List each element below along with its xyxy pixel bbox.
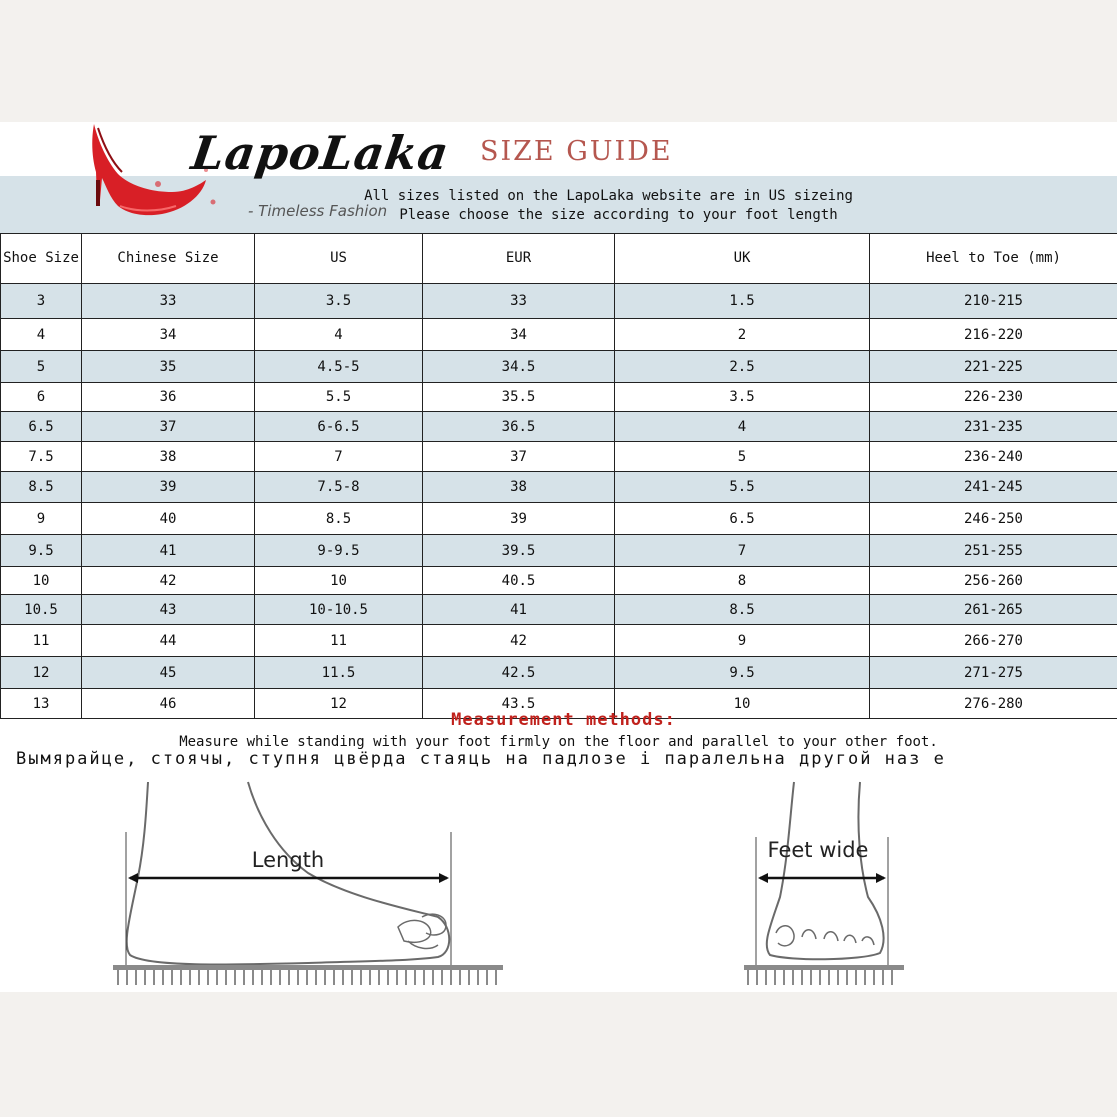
shoe-size-cell: 9.5	[1, 535, 82, 567]
heel-to-toe-cell: 256-260	[870, 567, 1117, 595]
us-size-cell: 6-6.5	[255, 412, 423, 442]
eur-size-cell: 39.5	[423, 535, 615, 567]
uk-size-cell: 3.5	[615, 383, 870, 412]
table-row	[1, 657, 1117, 689]
shoe-size-cell: 11	[1, 625, 82, 657]
chinese-size-cell: 43	[82, 595, 255, 625]
eur-size-cell: 35.5	[423, 383, 615, 412]
eur-size-cell: 37	[423, 442, 615, 472]
table-row	[1, 535, 1117, 567]
us-size-cell: 3.5	[255, 284, 423, 319]
table-row	[1, 442, 1117, 472]
us-size-cell: 10	[255, 567, 423, 595]
chinese-size-cell: 40	[82, 503, 255, 535]
us-size-cell: 9-9.5	[255, 535, 423, 567]
shoe-size-cell: 10.5	[1, 595, 82, 625]
uk-size-cell: 1.5	[615, 284, 870, 319]
eur-size-cell: 41	[423, 595, 615, 625]
uk-size-cell: 4	[615, 412, 870, 442]
chinese-size-cell: 34	[82, 319, 255, 351]
table-row	[1, 319, 1117, 351]
us-size-cell: 4.5-5	[255, 351, 423, 383]
choose-size-note: Please choose the size according to your foot length	[399, 207, 838, 223]
length-label: Length	[251, 848, 325, 872]
heel-to-toe-cell: 216-220	[870, 319, 1117, 351]
col-shoe-size: Shoe Size	[1, 234, 82, 284]
uk-size-cell: 5.5	[615, 472, 870, 503]
shoe-size-cell: 5	[1, 351, 82, 383]
table-row	[1, 625, 1117, 657]
foot-length-diagram	[108, 777, 508, 992]
eur-size-cell: 39	[423, 503, 615, 535]
chinese-size-cell: 38	[82, 442, 255, 472]
heel-to-toe-cell: 241-245	[870, 472, 1117, 503]
chinese-size-cell: 46	[82, 689, 255, 719]
table-row	[1, 383, 1117, 412]
chinese-size-cell: 35	[82, 351, 255, 383]
eur-size-cell: 42.5	[423, 657, 615, 689]
us-size-cell: 11	[255, 625, 423, 657]
chinese-size-cell: 42	[82, 567, 255, 595]
eur-size-cell: 38	[423, 472, 615, 503]
uk-size-cell: 10	[615, 689, 870, 719]
eur-size-cell: 43.5	[423, 689, 615, 719]
heel-to-toe-cell: 210-215	[870, 284, 1117, 319]
shoe-size-cell: 13	[1, 689, 82, 719]
us-size-cell: 7.5-8	[255, 472, 423, 503]
eur-size-cell: 36.5	[423, 412, 615, 442]
measurement-instructions-russian: Вымярайце, стоячы, ступня цвёрда стаяць на падлозе і паралельна другой наз е	[16, 749, 946, 769]
measurement-title: Measurement methods:	[451, 710, 676, 730]
foot-width-diagram	[740, 777, 910, 992]
us-size-cell: 10-10.5	[255, 595, 423, 625]
us-size-cell: 4	[255, 319, 423, 351]
col-uk: UK	[615, 234, 870, 284]
heel-to-toe-cell: 246-250	[870, 503, 1117, 535]
uk-size-cell: 7	[615, 535, 870, 567]
table-row	[1, 567, 1117, 595]
us-size-cell: 12	[255, 689, 423, 719]
shoe-size-cell: 3	[1, 284, 82, 319]
uk-size-cell: 9	[615, 625, 870, 657]
header	[0, 122, 1117, 234]
sizing-note: All sizes listed on the LapoLaka website are in US sizeing	[364, 188, 853, 204]
col-us: US	[255, 234, 423, 284]
table-header-row	[1, 234, 1117, 284]
chinese-size-cell: 39	[82, 472, 255, 503]
table-row	[1, 472, 1117, 503]
heel-to-toe-cell: 261-265	[870, 595, 1117, 625]
shoe-size-cell: 12	[1, 657, 82, 689]
chinese-size-cell: 41	[82, 535, 255, 567]
chinese-size-cell: 45	[82, 657, 255, 689]
heel-to-toe-cell: 251-255	[870, 535, 1117, 567]
heel-to-toe-cell: 276-280	[870, 689, 1117, 719]
shoe-size-cell: 8.5	[1, 472, 82, 503]
heel-to-toe-cell: 266-270	[870, 625, 1117, 657]
table-row	[1, 595, 1117, 625]
uk-size-cell: 2	[615, 319, 870, 351]
chinese-size-cell: 33	[82, 284, 255, 319]
table-row	[1, 351, 1117, 383]
us-size-cell: 7	[255, 442, 423, 472]
brand-name: LapoLaka	[188, 126, 453, 180]
chinese-size-cell: 37	[82, 412, 255, 442]
uk-size-cell: 5	[615, 442, 870, 472]
heel-to-toe-cell: 236-240	[870, 442, 1117, 472]
heel-to-toe-cell: 226-230	[870, 383, 1117, 412]
shoe-size-cell: 7.5	[1, 442, 82, 472]
uk-size-cell: 2.5	[615, 351, 870, 383]
brand-tagline: - Timeless Fashion	[248, 202, 388, 220]
eur-size-cell: 33	[423, 284, 615, 319]
us-size-cell: 8.5	[255, 503, 423, 535]
us-size-cell: 5.5	[255, 383, 423, 412]
feet-wide-label: Feet wide	[767, 838, 869, 862]
shoe-size-cell: 6	[1, 383, 82, 412]
table-row	[1, 284, 1117, 319]
shoe-size-cell: 10	[1, 567, 82, 595]
col-chinese-size: Chinese Size	[82, 234, 255, 284]
measurement-instructions: Measure while standing with your foot firmly on the floor and parallel to your other foot.	[179, 734, 938, 750]
heel-to-toe-cell: 221-225	[870, 351, 1117, 383]
size-guide-sheet	[0, 122, 1117, 992]
heel-to-toe-cell: 271-275	[870, 657, 1117, 689]
chinese-size-cell: 44	[82, 625, 255, 657]
table-row	[1, 412, 1117, 442]
shoe-size-cell: 6.5	[1, 412, 82, 442]
table-row	[1, 503, 1117, 535]
eur-size-cell: 34.5	[423, 351, 615, 383]
size-rows	[1, 284, 1117, 719]
col-heel-to-toe: Heel to Toe (mm)	[870, 234, 1117, 284]
shoe-size-cell: 9	[1, 503, 82, 535]
heel-to-toe-cell: 231-235	[870, 412, 1117, 442]
chinese-size-cell: 36	[82, 383, 255, 412]
shoe-size-cell: 4	[1, 319, 82, 351]
uk-size-cell: 8.5	[615, 595, 870, 625]
eur-size-cell: 40.5	[423, 567, 615, 595]
col-eur: EUR	[423, 234, 615, 284]
eur-size-cell: 42	[423, 625, 615, 657]
eur-size-cell: 34	[423, 319, 615, 351]
uk-size-cell: 8	[615, 567, 870, 595]
size-table	[0, 233, 1117, 719]
uk-size-cell: 6.5	[615, 503, 870, 535]
page-title: SIZE GUIDE	[480, 136, 673, 167]
uk-size-cell: 9.5	[615, 657, 870, 689]
us-size-cell: 11.5	[255, 657, 423, 689]
